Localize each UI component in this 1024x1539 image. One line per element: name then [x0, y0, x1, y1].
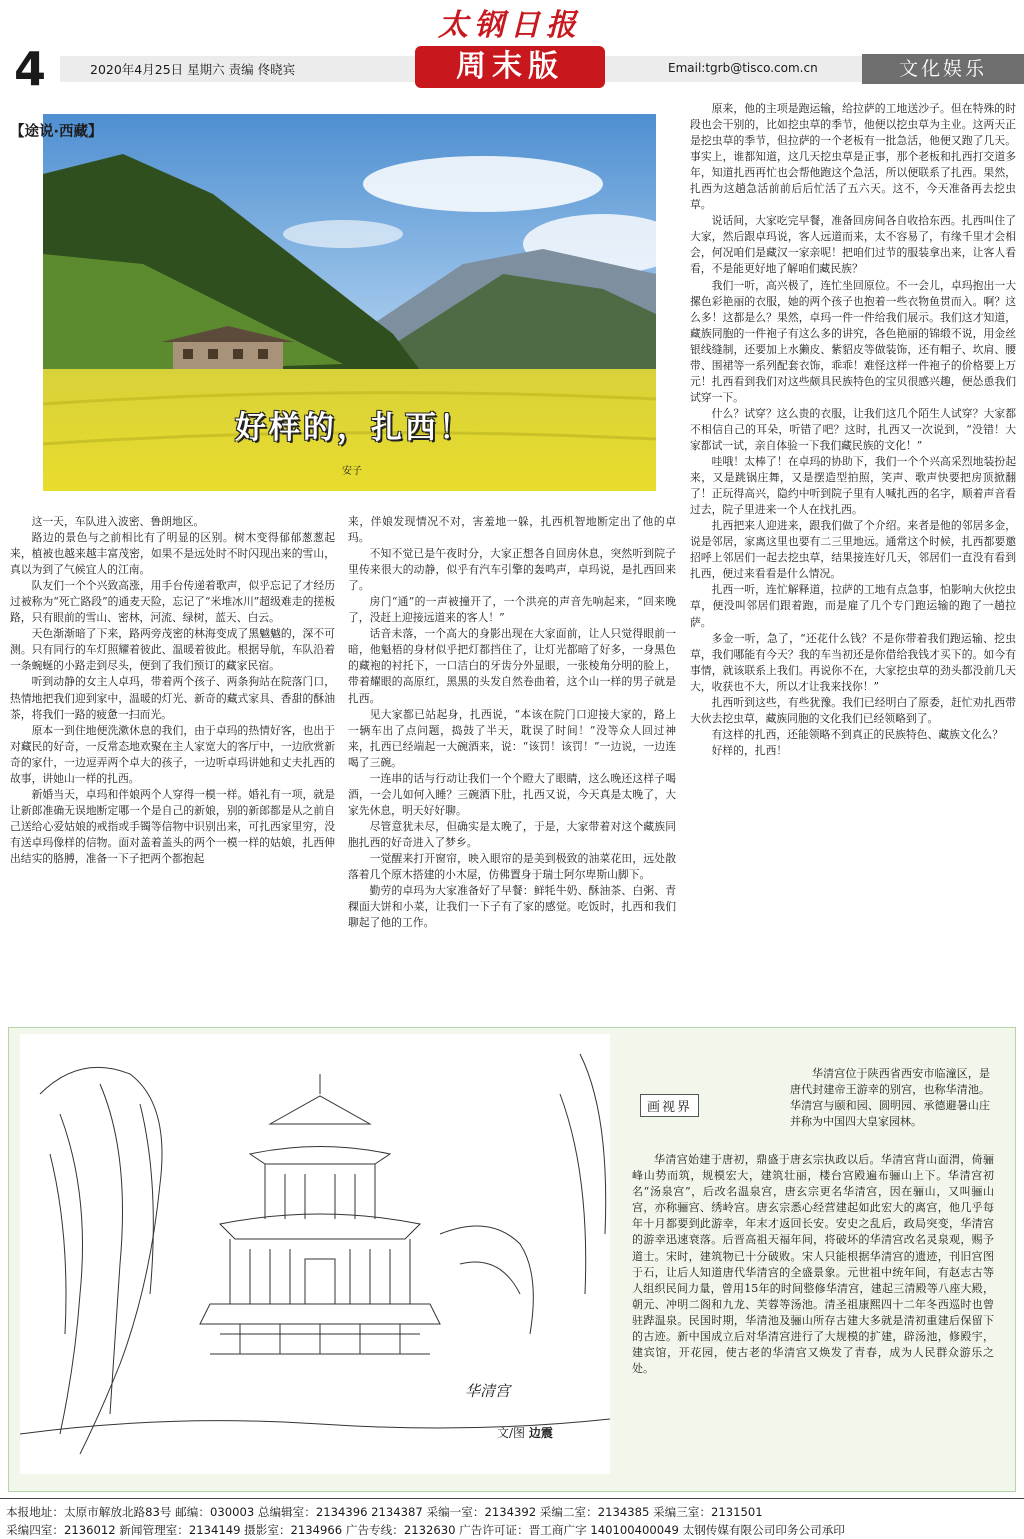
paragraph: 我们一听，高兴极了，连忙坐回原位。不一会儿，卓玛抱出一大摞色彩艳丽的衣服，她的两个孩子也抱着一些衣物鱼贯而入。啊？这么多！这都是么？果然，卓玛一件一件给我们展示。我们这才知道，藏族同胞的一件袍子有这么多的讲究，各色艳丽的锦缎不说，用金丝银线缝制，还要加上水獭皮、紫貂皮等做装饰，还有帽子、坎肩、腰带、围裙等一系列配套衣饰，乖乖！难怪这样一件袍子的价格要上万元！扎西看到我们对这些颇具民族特色的宝贝很感兴趣，便怂恿我们试穿一下。 [690, 278, 1016, 404]
paragraph: 扎西把来人迎进来，跟我们做了个介绍。来者是他的邻居多金，说是邻居，家离这里也要有二三里地远。通常这个时候，扎西都要邀招呼上邻居们一起去挖虫草，结果接连好几天，邻居们一直没有看到扎西，便过来看看是什么情况。 [690, 519, 1016, 581]
paragraph: 路边的景色与之前相比有了明显的区别。树木变得郁郁葱葱起来，植被也越来越丰富茂密，如果不是远处时不时闪现出来的雪山，真以为到了气候宜人的江南。 [10, 531, 335, 577]
paragraph: 扎西听到这些，有些犹豫。我们已经明白了原委，赶忙劝扎西带大伙去挖虫草，藏族同胞的文化我们已经领略到了。 [690, 695, 1016, 725]
paragraph: 华清宫位于陕西省西安市临潼区，是唐代封建帝王游幸的别宫，也称华清池。华清宫与颐和园、圆明园、承德避暑山庄并称为中国四大皇家园林。 [790, 1067, 990, 1129]
paragraph: 什么？试穿？这么贵的衣服，让我们这几个陌生人试穿？大家都不相信自己的耳朵，听错了吧？这时，扎西又一次说到，“没错！大家都试一试，亲自体验一下我们藏民族的文化！” [690, 406, 1016, 452]
paragraph: 新婚当天，卓玛和伴娘两个人穿得一模一样。婚礼有一项，就是让新郎准确无误地断定哪一个是自己的新娘，别的新郎都是从之前自己送给心爱姑娘的戒指或手镯等信物中识别出来，可扎西家里穷，没有送卓玛像样的信物。面对盖着盖头的两个一模一样的姑娘，扎西伸出结实的胳膊，准备一下子把两个都抱起 [10, 787, 335, 865]
paragraph: 见大家都已站起身，扎西说，“本该在院门口迎接大家的，路上一辆车出了点问题，捣鼓了半天，耽误了时间！”没等众人回过神来，扎西已经端起一大碗酒来，说：“该罚！该罚！”一边说，一边连喝了三碗。 [348, 707, 676, 769]
sketch-intro [790, 1066, 990, 1130]
page-number: 4 [14, 42, 47, 96]
credit-prefix: 文/图 [497, 1426, 526, 1440]
footer-divider [0, 1498, 1024, 1499]
column-tag: 【途说·西藏】 [10, 124, 103, 140]
paragraph: 勤劳的卓玛为大家准备好了早餐：鲜牦牛奶、酥油茶、白粥、青稞面大饼和小菜，让我们一下子有了家的感觉。吃饭时，扎西和我们聊起了他的工作。 [348, 884, 676, 930]
sketch-text [632, 1152, 994, 1377]
paragraph: 队友们一个个兴致高涨，用手台传递着歌声，似乎忘记了才经历过被称为“死亡路段”的通麦天险，忘记了“米堆冰川”超级难走的搓板路，只有眼前的雪山、密林，河流、绿树，蓝天、白云。 [10, 579, 335, 625]
paragraph: 一连串的话与行动让我们一个个瞪大了眼睛，这么晚还这样子喝酒，一会儿如何入睡？三碗酒下肚，扎西又说，今天真是太晚了，大家先休息，明天好好聊。 [348, 771, 676, 817]
paragraph: 有这样的扎西，还能领略不到真正的民族特色、藏族文化么？ [711, 727, 1004, 741]
paragraph: 天色渐渐暗了下来，路两旁茂密的林海变成了黑魆魆的，深不可测。只有同行的车灯照耀着彼此、温暖着彼此。根据导航，车队沿着一条蜿蜒的小路走到尽头，便到了我们预订的藏家民宿。 [10, 627, 335, 673]
paragraph: 尽管意犹未尽，但确实是太晚了，于是，大家带着对这个藏族同胞扎西的好奇进入了梦乡。 [348, 819, 676, 849]
paragraph: 话音未落，一个高大的身影出现在大家面前，让人只觉得眼前一暗，他魁梧的身材似乎把灯都挡住了，让灯光都暗了好多，一身黑色的藏袍的衬托下，一口洁白的牙齿分外显眼，一张棱角分明的脸上，带着耀眼的高原红，黑黑的头发自然卷曲着，这个山一样的男子就是扎西。 [348, 627, 676, 705]
footer-line-2: 采编四室：2136012 新闻管理室：2134149 摄影室：2134966 广告专线：2132630 广告许可证：晋工商广字 140100400049 太钢传媒有限公司印务公司承印 [6, 1523, 845, 1537]
article-column-1 [10, 514, 335, 867]
paragraph: 哇哦！太棒了！在卓玛的协助下，我们一个个兴高采烈地装扮起来，又是跳锅庄舞，又是摆造型拍照，笑声、歌声快要把房顶掀翻了！正玩得高兴，隐约中听到院子里有人喊扎西的名字，顺着声音看过去，院子里进来一个人在找扎西。 [690, 455, 1016, 517]
article-title: 好样的，扎西！ [235, 410, 473, 446]
paragraph: 原本一到住地便洗漱休息的我们，由于卓玛的热情好客，也出于对藏民的好奇，一反常态地欢聚在主人家宽大的客厅中，一边欣赏新奇的家什，一边逗弄两个卓大的孩子，一边听卓玛讲她和丈夫扎西的故事，讲她山一样的扎西。 [10, 723, 335, 785]
sketch-column-label: 画视界 [640, 1094, 699, 1117]
paragraph: 多金一听，急了，“还花什么钱？不是你带着我们跑运输、挖虫草，我们哪能有今天？我的车当初还是你借给我钱才买下的。如今有事情，就该联系上我们。再说你不在，大家挖虫草的劲头都没前几天大，收获也不大，所以才让我来找你！” [690, 631, 1016, 693]
palace-sketch-image [20, 1034, 610, 1474]
paragraph: 听到动静的女主人卓玛，带着两个孩子、两条狗站在院落门口，热情地把我们迎到家中，温暖的灯光、新奇的藏式家具、香甜的酥油茶，将我们一路的疲惫一扫而光。 [10, 675, 335, 721]
article-column-3 [690, 101, 1016, 759]
sketch-title: 华清宫 [465, 1382, 511, 1400]
paragraph: 说话间，大家吃完早餐，准备回房间各自收拾东西。扎西叫住了大家，然后跟卓玛说，客人远道而来，太不容易了，有缘千里才会相会，何况咱们是藏汉一家亲呢！把咱们过节的服装拿出来，让客人看看，不是能更好地了解咱们藏民族？ [690, 214, 1016, 276]
footer-line-1: 本报地址：太原市解放北路83号 邮编：030003 总编辑室：2134396 2134387 采编一室：2134392 采编二室：2134385 采编三室：2131501 [6, 1505, 763, 1519]
email: Email:tgrb@tisco.com.cn [668, 61, 818, 75]
date-line: 2020年4月25日 星期六 责编 佟晓宾 [90, 62, 296, 77]
article-column-2 [348, 514, 676, 931]
paragraph: 这一天，车队进入波密、鲁朗地区。 [31, 515, 205, 528]
sketch-credit [497, 1424, 553, 1441]
paragraph: 原来，他的主项是跑运输，给拉萨的工地送沙子。但在特殊的时段也会干别的，比如挖虫草的季节，他便以挖虫草为主业。这两天正是挖虫草的季节，但拉萨的一个老板有一批急活，他便又跑了几天。事实上，谁都知道，这几天挖虫草是正事，那个老板和扎西打交道多年，知道扎西再忙也会帮他跑这个急活，所以便联系了扎西。果然，扎西为这趟急活前前后后忙活了五六天。这不，今天准备再去挖虫草。 [690, 102, 1016, 212]
section-label: 文化娱乐 [862, 54, 1024, 84]
sketch-drawing [20, 1034, 610, 1474]
paragraph: 华清宫始建于唐初，鼎盛于唐玄宗执政以后。华清宫背山面渭，倚骊峰山势而筑，规模宏大，建筑壮丽，楼台宫殿遍布骊山上下。华清宫初名“汤泉宫”，后改名温泉宫，唐玄宗更名华清宫，因在骊山，又叫骊山宫，亦称骊宫、绣岭宫。唐玄宗悉心经营建起如此宏大的离宫，他几乎每年十月都要到此游幸，年末才返回长安。安史之乱后，政局突变，华清宫的游幸迅速衰落。后晋高祖天福年间，将破坏的华清宫改名灵泉观，赐予道士。宋时，建筑物已十分破败。宋人只能根据华清宫的遗迹，刊旧宫图于石，让后人知道唐代华清宫的全盛景象。元世祖中统年间，有赵志古等人组织民间力量，曾用15年的时间整修华清宫，建起三清殿等八座大殿，朝元、冲明二阁和九龙、芙蓉等汤池。清圣祖康熙四十二年冬西巡时也曾驻跸温泉。民国时期，华清池及骊山所存古建大多就是清初重建后保留下的古迹。新中国成立后对华清宫进行了大规模的扩建，辟汤池，修殿宇，建宾馆，开花园，使古老的华清宫又焕发了青春，成为人民群众游乐之处。 [632, 1153, 994, 1376]
paragraph: 来，伴娘发现情况不对，害羞地一躲，扎西机智地断定出了他的卓玛。 [348, 515, 676, 545]
paragraph: 房门“通”的一声被撞开了，一个洪亮的声音先响起来，“回来晚了，没赶上迎接远道来的客人！” [348, 595, 676, 625]
edition-label: 周末版 [415, 46, 605, 88]
paragraph: 不知不觉已是午夜时分，大家正想各自回房休息，突然听到院子里传来很大的动静，似乎有汽车引擎的轰鸣声，卓玛说，是扎西回来了。 [348, 547, 676, 593]
paragraph: 好样的，扎西！ [711, 743, 788, 757]
article-author: 安子 [342, 466, 362, 477]
paragraph: 扎西一听，连忙解释道，拉萨的工地有点急事，怕影响大伙挖虫草，便没叫邻居们跟着跑，而是雇了几个专门跑运输的跑了一趟拉萨。 [690, 583, 1016, 629]
paper-name: 太钢日报 [438, 8, 582, 43]
paragraph: 一觉醒来打开窗帘，映入眼帘的是美到极致的油菜花田，远处散落着几个原木搭建的小木屋，仿佛置身于瑞士阿尔卑斯山脚下。 [348, 851, 676, 882]
credit-name: 边震 [528, 1426, 553, 1440]
